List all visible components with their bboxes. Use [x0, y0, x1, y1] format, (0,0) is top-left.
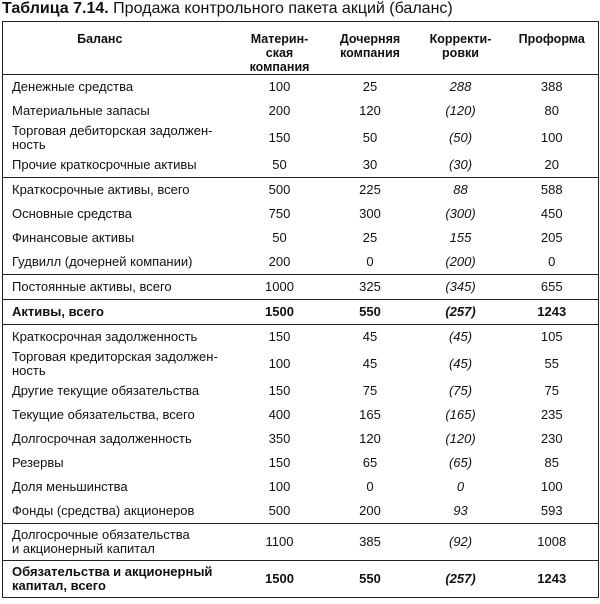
cell-proforma: 105: [506, 325, 599, 350]
cell-adjustment: (165): [445, 407, 476, 422]
row-label: Текущие обязательства, всего: [12, 407, 195, 422]
cell-adjustment: (92): [416, 524, 506, 561]
cell-adjustment: 288: [449, 79, 472, 94]
cell-adjustment: (257): [416, 561, 506, 598]
table-header-row: [3, 22, 599, 75]
cell-subsidiary: 50: [362, 130, 378, 145]
cell-adjustment: (200): [445, 254, 476, 269]
cell-parent: 1000: [235, 275, 325, 300]
header-adjustment: Корректи- ровки: [416, 22, 506, 75]
cell-subsidiary: 0: [366, 479, 374, 494]
table-row: [3, 561, 599, 598]
cell-parent: 1500: [235, 300, 325, 325]
cell-subsidiary: 45: [362, 356, 378, 371]
header-proforma: Проформа: [506, 22, 599, 75]
cell-proforma: 205: [540, 230, 563, 245]
header-subsidiary: Дочерняя компания: [325, 22, 416, 75]
cell-adjustment: (120): [445, 103, 476, 118]
cell-proforma: 388: [540, 79, 563, 94]
table-row: [3, 379, 599, 403]
cell-parent: 200: [268, 103, 291, 118]
table-caption: [0, 0, 600, 21]
table-body: [3, 75, 599, 598]
cell-parent: 500: [235, 178, 325, 203]
table-row: [3, 403, 599, 427]
table-row: [3, 451, 599, 475]
cell-proforma: 20: [544, 157, 559, 172]
cell-parent: 1100: [235, 524, 325, 561]
cell-subsidiary: 0: [366, 254, 374, 269]
cell-parent: 100: [268, 356, 291, 371]
cell-adjustment: (50): [448, 130, 473, 145]
row-label: Резервы: [12, 455, 64, 470]
cell-subsidiary: 550: [325, 300, 416, 325]
cell-proforma: 1243: [506, 561, 599, 598]
cell-subsidiary: 45: [325, 325, 416, 350]
cell-adjustment: (300): [445, 206, 476, 221]
cell-subsidiary: 25: [362, 79, 378, 94]
cell-parent: 50: [272, 157, 287, 172]
row-label: Активы, всего: [3, 300, 235, 325]
cell-adjustment: (45): [448, 356, 473, 371]
cell-adjustment: (345): [416, 275, 506, 300]
cell-adjustment: 88: [416, 178, 506, 203]
table-row: [3, 153, 599, 178]
table-row: [3, 427, 599, 451]
table-number: Таблица 7.14.: [2, 0, 109, 17]
cell-subsidiary: 25: [362, 230, 378, 245]
table-row: [3, 475, 599, 499]
cell-proforma: 235: [540, 407, 563, 422]
cell-subsidiary: 65: [362, 455, 378, 470]
row-label: Долгосрочная задолженность: [12, 431, 192, 446]
cell-parent: 400: [268, 407, 291, 422]
row-label: Другие текущие обязательства: [12, 383, 200, 398]
header-balance: Баланс: [3, 22, 235, 75]
row-label: Материальные запасы: [12, 103, 150, 118]
row-label: Гудвилл (дочерней компании): [12, 254, 193, 269]
cell-adjustment: (65): [448, 455, 473, 470]
table-row: [3, 524, 599, 561]
cell-parent: 50: [272, 230, 287, 245]
cell-proforma: 230: [540, 431, 563, 446]
cell-subsidiary: 300: [359, 206, 381, 221]
cell-proforma: 100: [540, 130, 563, 145]
row-label: Денежные средства: [12, 79, 134, 94]
table-row: [3, 99, 599, 123]
cell-adjustment: (45): [416, 325, 506, 350]
row-label: Торговая кредиторская задолжен- ность: [12, 349, 218, 378]
cell-subsidiary: 75: [362, 383, 378, 398]
cell-proforma: 588: [506, 178, 599, 203]
cell-parent: 750: [268, 206, 291, 221]
row-label: Прочие краткосрочные активы: [12, 157, 197, 172]
header-parent: Материн- ская компания: [235, 22, 325, 75]
cell-subsidiary: 385: [325, 524, 416, 561]
cell-proforma: 75: [544, 383, 559, 398]
cell-parent: 200: [268, 254, 291, 269]
cell-subsidiary: 165: [359, 407, 381, 422]
cell-parent: 1500: [235, 561, 325, 598]
row-label: Долгосрочные обязательства и акционерный капитал: [3, 524, 235, 561]
table-row: [3, 275, 599, 300]
cell-subsidiary: 325: [325, 275, 416, 300]
table-row: [3, 325, 599, 350]
table-row: [3, 349, 599, 379]
cell-proforma: 100: [540, 479, 563, 494]
row-label: Краткосрочная задолженность: [3, 325, 235, 350]
cell-subsidiary: 120: [359, 431, 381, 446]
row-label: Обязательства и акционерный капитал, всего: [3, 561, 235, 598]
cell-subsidiary: 200: [359, 503, 381, 518]
table-row: [3, 300, 599, 325]
row-label: Постоянные активы, всего: [3, 275, 235, 300]
cell-adjustment: (30): [448, 157, 473, 172]
cell-proforma: 450: [540, 206, 563, 221]
cell-proforma: 1008: [506, 524, 599, 561]
cell-adjustment: (257): [416, 300, 506, 325]
cell-adjustment: 93: [453, 503, 468, 518]
cell-parent: 100: [268, 479, 291, 494]
cell-subsidiary: 225: [325, 178, 416, 203]
cell-proforma: 1243: [506, 300, 599, 325]
row-label: Основные средства: [12, 206, 132, 221]
cell-proforma: 55: [544, 356, 559, 371]
table-row: [3, 499, 599, 524]
table-row: [3, 178, 599, 203]
table-title: Продажа контрольного пакета акций (баланс): [113, 0, 453, 17]
cell-subsidiary: 120: [359, 103, 381, 118]
row-label: Доля меньшинства: [12, 479, 128, 494]
cell-adjustment: 155: [449, 230, 472, 245]
cell-parent: 100: [268, 79, 291, 94]
cell-subsidiary: 30: [362, 157, 378, 172]
row-label: Краткосрочные активы, всего: [3, 178, 235, 203]
balance-table: [2, 21, 599, 598]
row-label: Финансовые активы: [12, 230, 135, 245]
cell-proforma: 655: [506, 275, 599, 300]
cell-proforma: 0: [548, 254, 556, 269]
cell-proforma: 80: [544, 103, 559, 118]
cell-subsidiary: 550: [325, 561, 416, 598]
cell-parent: 150: [268, 455, 291, 470]
cell-proforma: 593: [540, 503, 563, 518]
cell-adjustment: (75): [448, 383, 473, 398]
table-row: [3, 250, 599, 275]
cell-parent: 350: [268, 431, 291, 446]
cell-adjustment: 0: [456, 479, 465, 494]
row-label: Торговая дебиторская задолжен- ность: [12, 123, 213, 152]
cell-parent: 150: [235, 325, 325, 350]
row-label: Фонды (средства) акционеров: [12, 503, 195, 518]
table-row: [3, 75, 599, 100]
cell-parent: 150: [268, 383, 291, 398]
table-row: [3, 123, 599, 153]
cell-parent: 150: [268, 130, 291, 145]
table-row: [3, 202, 599, 226]
table-row: [3, 226, 599, 250]
cell-proforma: 85: [544, 455, 559, 470]
cell-adjustment: (120): [445, 431, 476, 446]
cell-parent: 500: [268, 503, 291, 518]
